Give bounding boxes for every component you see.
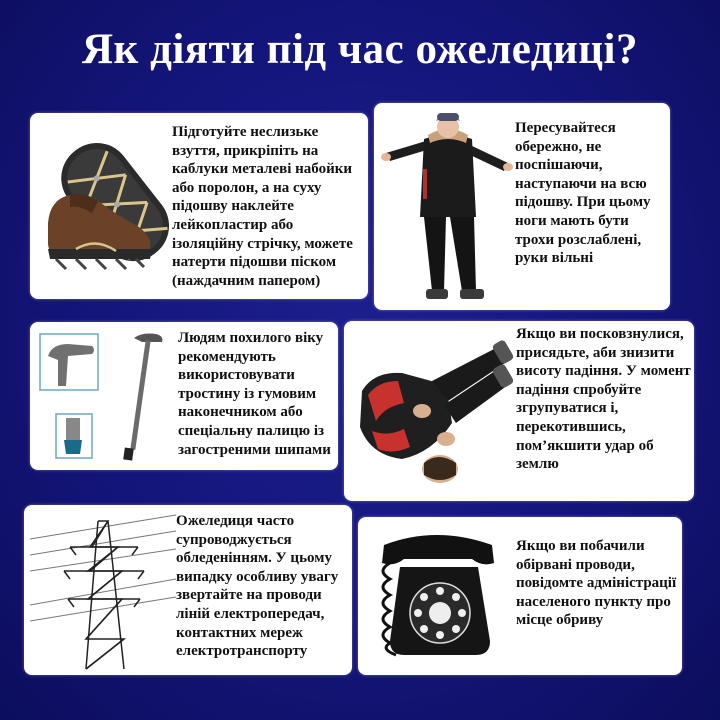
card-telephone-text: Якщо ви побачили обірвані проводи, повідомте адміністрації населеного пункту про місце обриву xyxy=(516,538,677,629)
card-walking xyxy=(374,103,670,310)
card-falling-text: Якщо ви посковзнулися, присядьте, аби знизити висоту падіння. У момент падіння спробуйте згрупуватися і, перекотившись, пом’якшити удар об землю xyxy=(516,326,691,473)
child-balancing-icon xyxy=(380,105,514,307)
rotary-telephone-icon xyxy=(364,529,508,669)
power-line-tower-icon xyxy=(30,509,176,671)
card-powerlines xyxy=(24,505,352,675)
ice-cleat-boot-icon xyxy=(36,125,174,285)
card-cane-text: Людям похилого віку рекомендують використовувати тростину із гумовим наконечником або спеціальну палицю із загостреними шипами xyxy=(178,330,331,458)
walking-cane-icon xyxy=(38,330,170,464)
card-walking-text: Пересувайтеся обережно, не поспішаючи, наступаючи на всю підошву. При цьому ноги мають бути трохи розслаблені, руки вільні xyxy=(515,120,651,267)
card-footwear xyxy=(30,113,368,299)
card-falling xyxy=(344,321,694,501)
card-telephone xyxy=(358,517,682,675)
page-title: Як діяти під час ожеледиці? xyxy=(81,26,639,73)
card-powerlines-text: Ожеледиця часто супроводжується обледенінням. У цьому випадку особливу увагу звертайте на проводи ліній електропередач, контактних мереж електротранспорту xyxy=(176,513,339,660)
card-cane xyxy=(30,322,338,470)
card-footwear-text: Підготуйте неслизьке взуття, прикріпіть на каблуки металеві набойки або поролон, а на суху підошву наклейте лейкопластир або ізоляційну стрічку, можете натерти підошви піском (наждачним папером) xyxy=(172,124,353,289)
falling-person-icon xyxy=(348,327,516,495)
